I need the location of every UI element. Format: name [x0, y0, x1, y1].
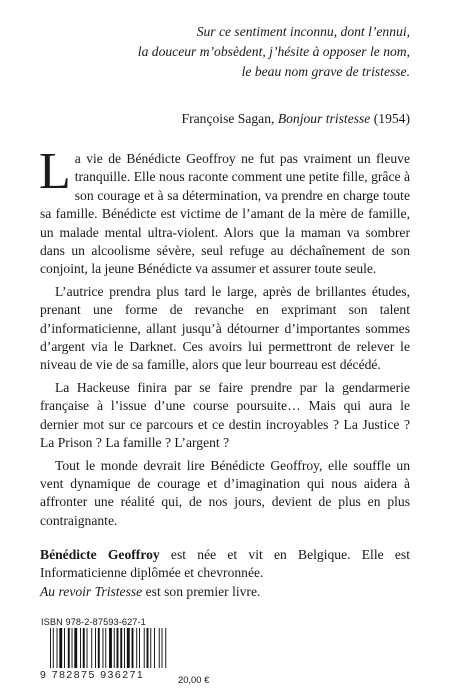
author-name: Bénédicte Geoffroy [40, 547, 160, 562]
epigraph-line: le beau nom grave de tristesse. [241, 64, 410, 79]
bio-line-1 [40, 546, 410, 583]
epigraph-author: Françoise Sagan, [181, 111, 275, 126]
blurb [39, 143, 410, 534]
blurb-paragraph: Tout le monde devrait lire Bénédicte Geoffroy, elle souffle un vent dynamique de courage et d’imagination qui nous aidera à affronter une réalité qui, de nos jours, devient de plus en plus contraignante. [40, 457, 410, 528]
book-title: Au revoir Tristesse [40, 583, 143, 599]
bio-line-2 [40, 583, 410, 601]
blurb-paragraph-text: a vie de Bénédicte Geoffroy ne fut pas vraiment un fleuve tranquille. Elle nous raconte comment une petite fille, grâce à son courage et à sa détermination, va prendre en charge toute sa famille. Bénédicte est victime de l’amant de la mère de famille, un malade mental ultra-violent. Alors que la maman va sombrer dans un alcoolisme sévère, seul refuge au déchaînement de son conjoint, la jeune Bénédicte va assumer et assurer toute seule. [40, 151, 410, 277]
epigraph-line: la douceur m’obsèdent, j’hésite à opposer le nom, [137, 44, 410, 59]
epigraph-work: Bonjour tristesse [277, 111, 371, 126]
bio-text-2: est son premier livre. [142, 583, 261, 599]
blurb-paragraph: La Hackeuse finira par se faire prendre par la gendarmerie française à l’issue d’une course poursuite… Mais qui aura le dernier mot sur ce parcours et ce destin incroyables ? La Justice ? La Prison ? La famille ? L’argent ? [40, 379, 410, 451]
epigraph-line: Sur ce sentiment inconnu, dont l’ennui, [196, 24, 410, 39]
epigraph-attribution [40, 110, 410, 128]
epigraph [40, 22, 410, 82]
price: 20,00 € [178, 674, 210, 685]
blurb-paragraph [39, 143, 410, 279]
barcode-digits: 9 782875 936271 [40, 669, 145, 681]
author-bio [40, 546, 410, 601]
blurb-paragraph: L’autrice prendra plus tard le large, après de brillantes études, prenant une forme de revanche en exprimant son talent d’informaticienne, allant jusqu’à détourner d’importantes sommes d’argent via le Darknet. Ces avoirs lui permettront de relever le niveau de vie de sa famille, alors que leur bourreau est décédé. [40, 283, 410, 373]
isbn-label: ISBN 978-2-87593-627-1 [41, 617, 146, 627]
barcode-bars [40, 628, 168, 670]
bio-text: est née et vit en Belgique. Elle est Informaticienne diplômée et chevronnée. [40, 547, 410, 581]
epigraph-year: (1954) [373, 111, 410, 126]
drop-cap: L [39, 143, 71, 200]
